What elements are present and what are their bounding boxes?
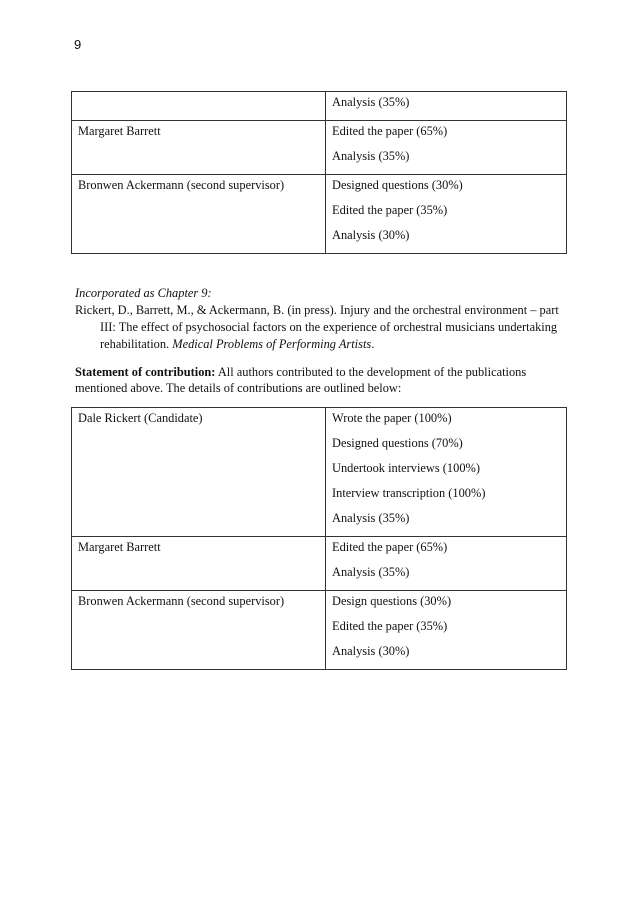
- citation-text: Rickert, D., Barrett, M., & Ackermann, B. (in press). Injury and the orchestral environment – part III: The effect of psychosocial factors on the experience of orchestral musicians undertaking rehabilitation.: [75, 303, 559, 351]
- page-number: 9: [74, 37, 82, 52]
- table-row: [72, 121, 567, 175]
- table-row: [72, 175, 567, 254]
- contribution-item: Edited the paper (35%): [332, 203, 448, 217]
- author-name: [78, 95, 325, 110]
- contribution-item: Analysis (35%): [332, 149, 410, 163]
- contribution-item: Interview transcription (100%): [332, 486, 486, 500]
- contribution-item: Analysis (30%): [332, 228, 410, 242]
- table-row: [72, 591, 567, 670]
- contribution-item: Designed questions (70%): [332, 436, 463, 450]
- citation-period: .: [371, 337, 375, 351]
- statement-text: All authors contributed to the development of the publications mentioned above. The details of contributions are outlined below:: [75, 365, 527, 395]
- contribution-item: Analysis (35%): [332, 95, 410, 109]
- contribution-item: Undertook interviews (100%): [332, 461, 480, 475]
- contribution-item: Analysis (35%): [332, 565, 410, 579]
- author-name: Bronwen Ackermann (second supervisor): [78, 178, 285, 192]
- author-name: Margaret Barrett: [78, 124, 161, 138]
- contribution-item: Analysis (30%): [332, 644, 410, 658]
- contribution-item: Design questions (30%): [332, 594, 452, 608]
- contribution-table: [71, 407, 567, 670]
- contribution-item: Wrote the paper (100%): [332, 411, 452, 425]
- table-row: [72, 537, 567, 591]
- chapter-heading: Incorporated as Chapter 9:: [75, 286, 212, 300]
- citation: [75, 302, 565, 353]
- author-name: Dale Rickert (Candidate): [78, 411, 203, 425]
- journal-name: Medical Problems of Performing Artists: [172, 337, 372, 351]
- incorporation-section: [75, 285, 565, 353]
- contribution-item: Edited the paper (65%): [332, 124, 448, 138]
- statement-of-contribution: [75, 364, 565, 396]
- contribution-item: Edited the paper (35%): [332, 619, 448, 633]
- author-name: Bronwen Ackermann (second supervisor): [78, 594, 285, 608]
- table-row: [72, 408, 567, 537]
- statement-label: Statement of contribution:: [75, 365, 216, 379]
- table-row: [72, 92, 567, 121]
- contribution-item: Edited the paper (65%): [332, 540, 448, 554]
- author-name: Margaret Barrett: [78, 540, 161, 554]
- contribution-table-continued: [71, 91, 567, 254]
- contribution-item: Analysis (35%): [332, 511, 410, 525]
- contribution-item: Designed questions (30%): [332, 178, 463, 192]
